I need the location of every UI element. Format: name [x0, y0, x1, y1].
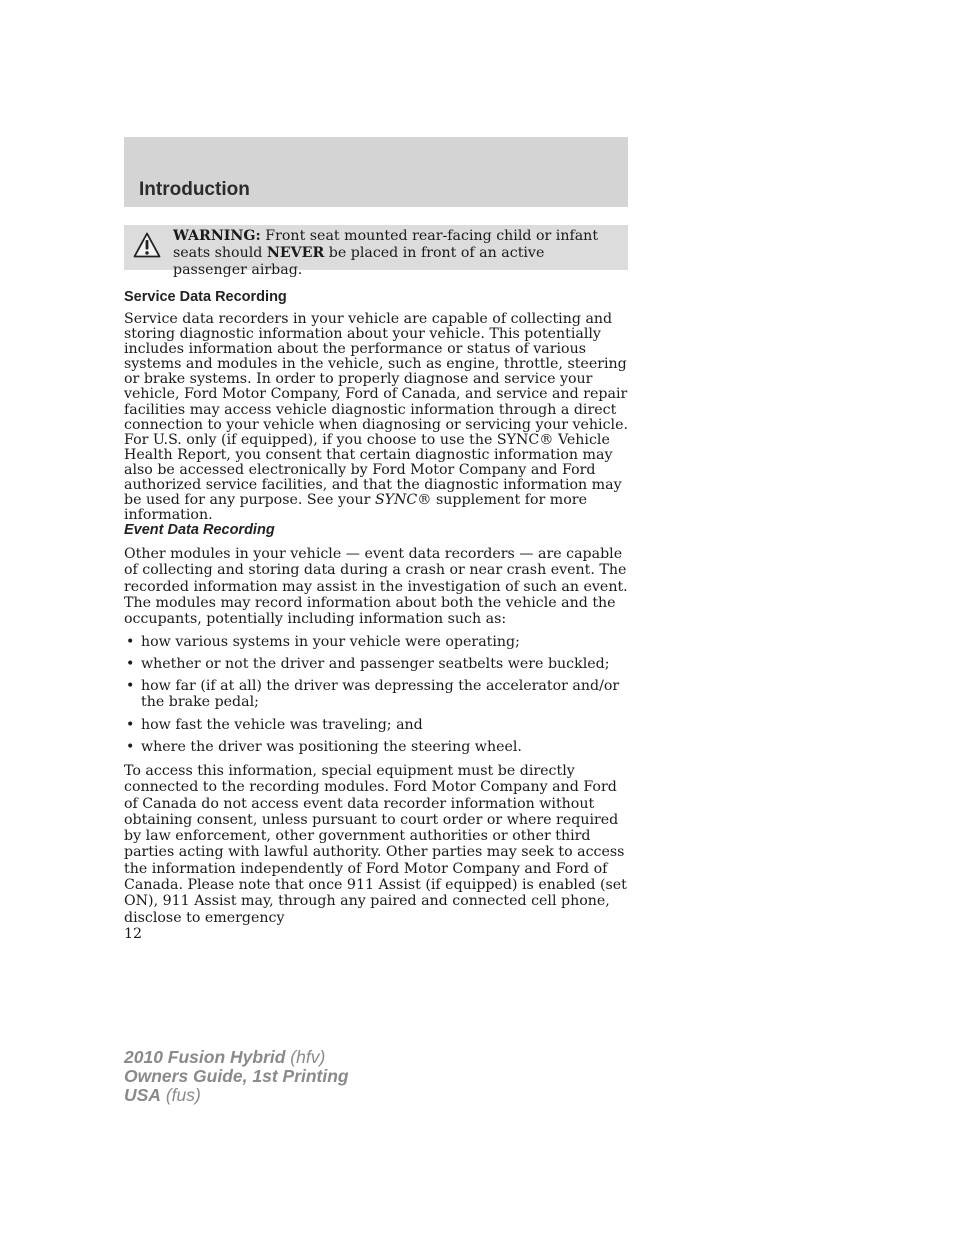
warning-box [124, 225, 628, 278]
list-item: • how fast the vehicle was traveling; and [124, 717, 628, 733]
event-data-list [124, 634, 628, 761]
warning-triangle-icon [133, 232, 161, 258]
list-item: • how various systems in your vehicle were operating; [124, 634, 628, 650]
event-data-intro: Other modules in your vehicle — event data recorders — are capable of collecting and storing data during a crash or near crash event. The recorded information may assist in the investigation of such an event. The modules may record information about both the vehicle and the occupants, potentially including information such as: [124, 546, 628, 628]
warning-label: WARNING: [173, 228, 261, 244]
list-item: • where the driver was positioning the steering wheel. [124, 739, 628, 755]
service-data-text-2: supplement for more information. [124, 492, 587, 524]
warning-emphasis: NEVER [266, 245, 325, 261]
footer-market-code: (fus) [160, 1085, 201, 1105]
service-data-paragraph [124, 312, 628, 523]
footer-edition: Owners Guide, 1st Printing [124, 1066, 349, 1086]
warning-text-part-1: Front seat mounted rear-facing child or infant seats should [173, 228, 599, 261]
service-data-text-1: Service data recorders in your vehicle are capable of collecting and storing diagnostic information about your vehicle. This potentially includes information about the performance or status of various systems and modules in the vehicle, such as engine, throttle, steering or brake systems. In order to properly diagnose and service your vehicle, Ford Motor Company, Ford of Canada, and service and repair facilities may access vehicle diagnostic information through a direct connection to your vehicle when diagnosing or servicing your vehicle. For U.S. only (if equipped), if you choose to use the SYNC® Vehicle Health Report, you consent that certain diagnostic information may also be accessed electronically by Ford Motor Company and Ford authorized service facilities, and that the diagnostic information may be used for any purpose. See your [124, 311, 628, 509]
section-header-band [124, 137, 628, 207]
warning-text-part-2: be placed in front of an active passenger airbag. [173, 245, 545, 278]
footer-market: USA [124, 1085, 161, 1105]
list-item: • whether or not the driver and passenger seatbelts were buckled; [124, 656, 628, 672]
section-title: Introduction [139, 179, 250, 200]
event-data-heading: Event Data Recording [124, 522, 275, 538]
list-item: • how far (if at all) the driver was depressing the accelerator and/or the brake pedal; [124, 678, 628, 711]
service-data-heading: Service Data Recording [124, 289, 287, 305]
footer-model-code: (hfv) [285, 1047, 326, 1067]
event-data-access-paragraph: To access this information, special equipment must be directly connected to the recording modules. Ford Motor Company and Ford of Canada do not access event data recorder information without obtaining consent, unless pursuant to court order or where required by law enforcement, other government authorities or other third parties acting with lawful authority. Other parties may seek to access the information independently of Ford Motor Company and Ford of Canada. Please note that once 911 Assist (if equipped) is enabled (set ON), 911 Assist may, through any paired and connected cell phone, disclose to emergency [124, 763, 627, 926]
sync-reference: SYNC® [374, 492, 432, 509]
document-footer [124, 1048, 349, 1105]
warning-text [173, 228, 621, 279]
footer-model: 2010 Fusion Hybrid [124, 1047, 286, 1067]
page-number: 12 [124, 926, 143, 942]
